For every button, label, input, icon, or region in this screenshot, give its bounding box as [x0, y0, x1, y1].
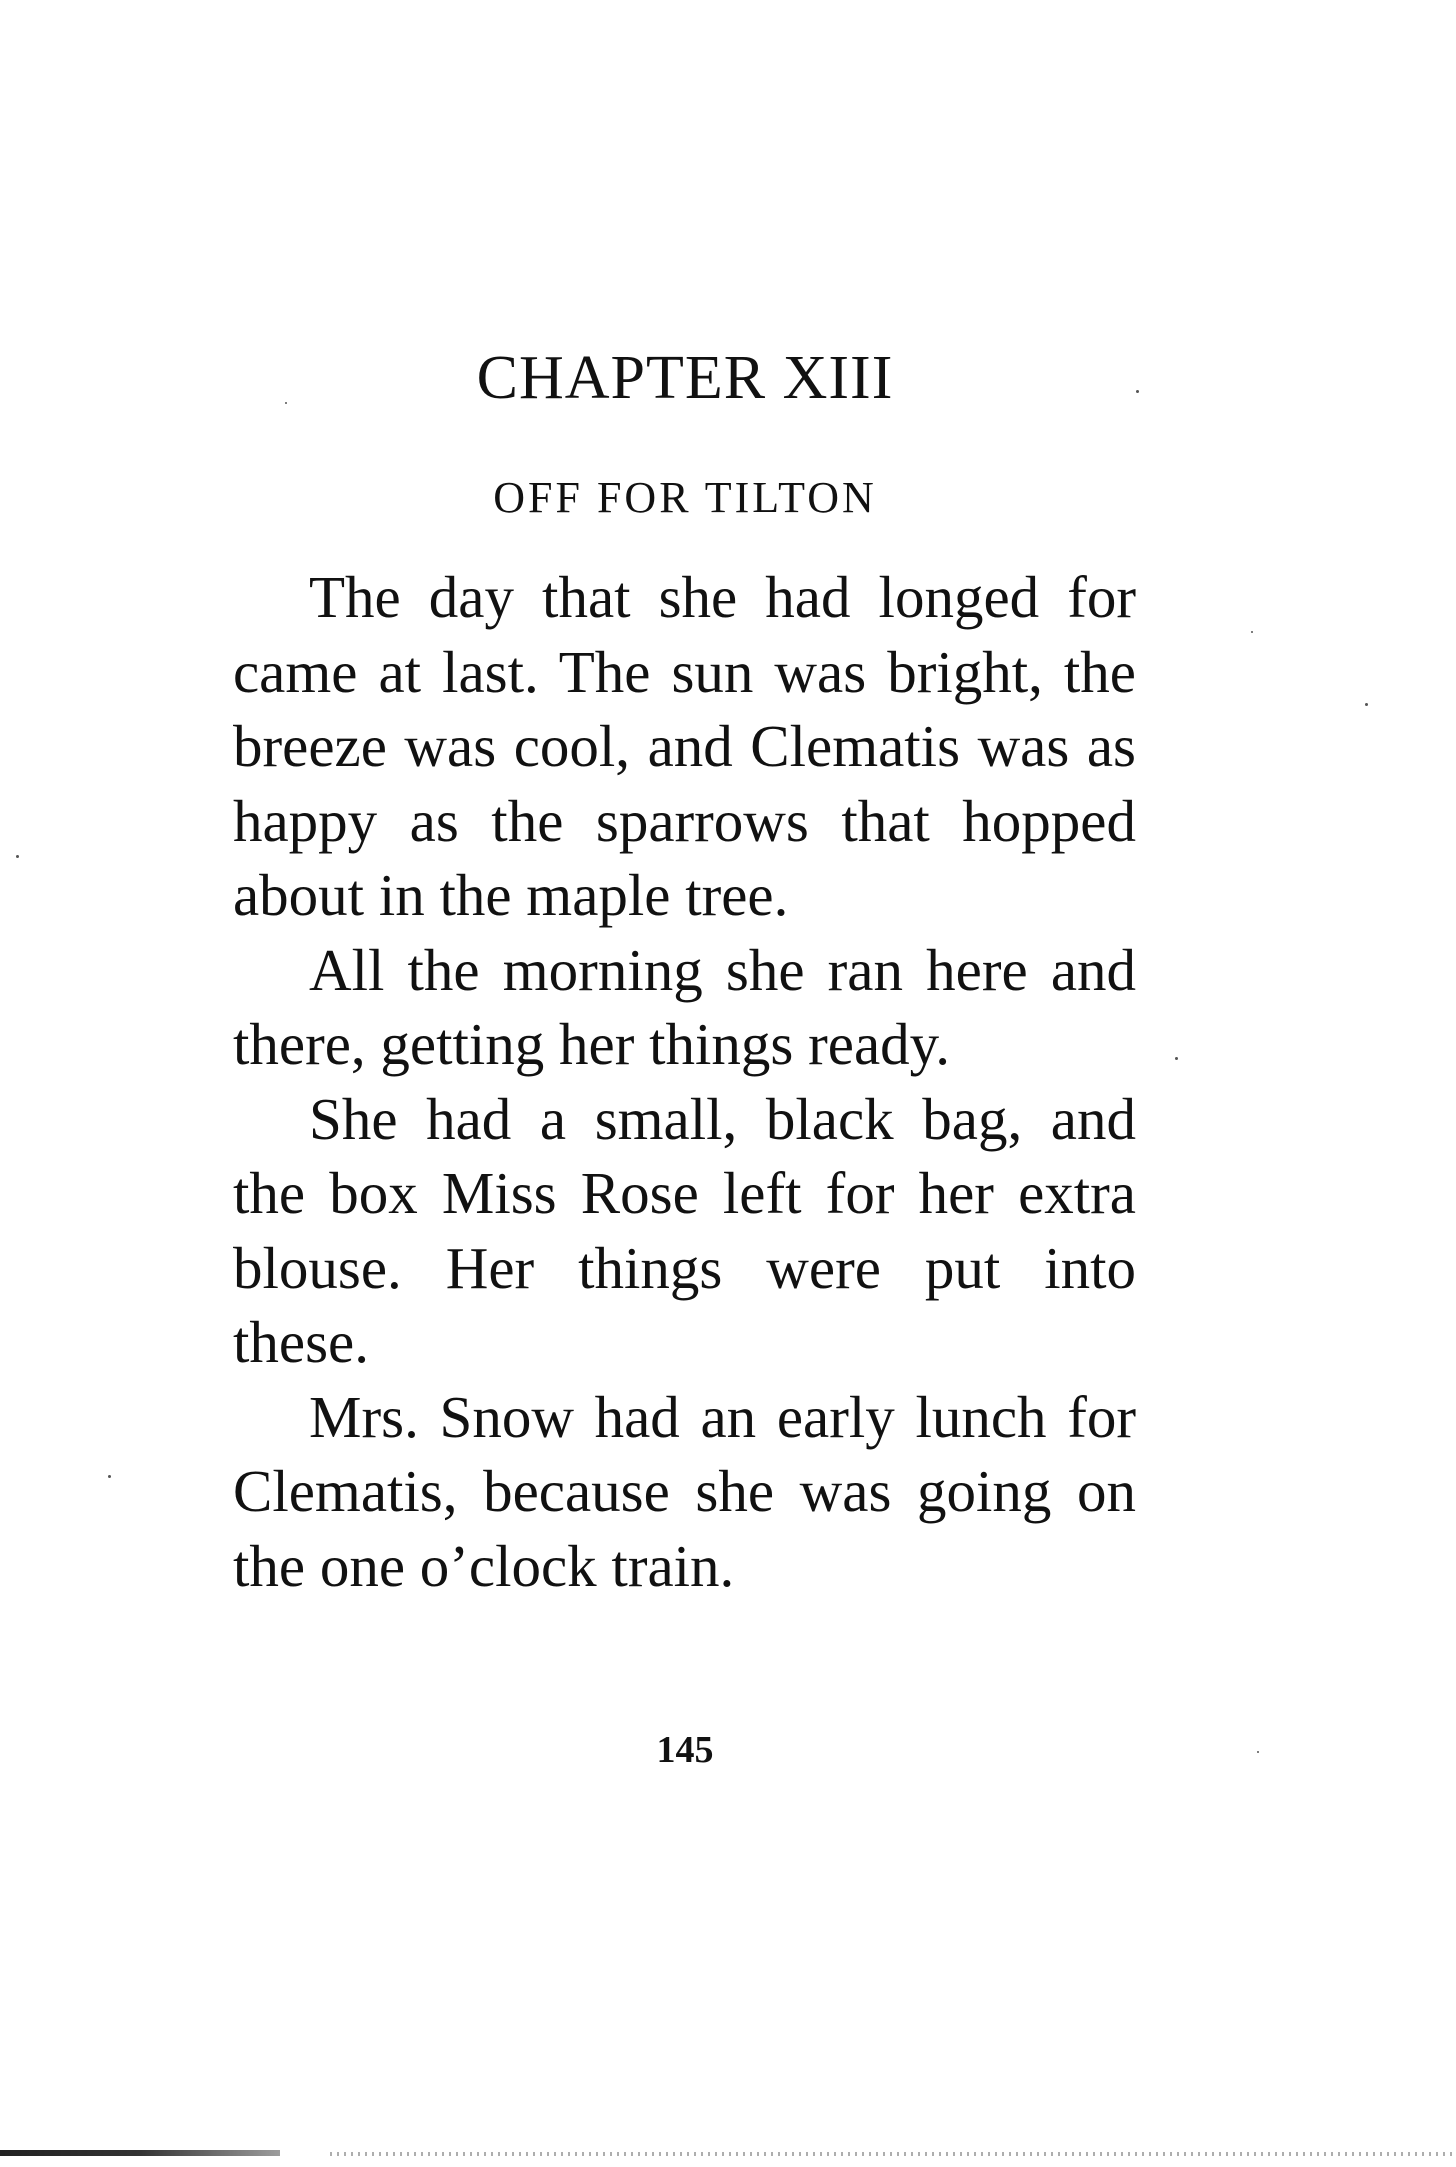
scan-edge-dark — [0, 2150, 280, 2156]
paragraph: All the morning she ran here and there, getting her things ready. — [233, 936, 1136, 1077]
scan-edge-dots — [330, 2152, 1456, 2156]
scan-speck — [1251, 631, 1253, 633]
paragraph: She had a small, black bag, and the box Miss Rose left for her extra blouse. Her things were put into these. — [233, 1085, 1136, 1375]
scan-speck — [1257, 1751, 1259, 1753]
scan-speck — [1136, 390, 1139, 393]
body-text — [233, 560, 1136, 1603]
scan-speck — [1175, 1057, 1178, 1060]
scan-speck — [285, 402, 287, 404]
chapter-subtitle: OFF FOR TILTON — [493, 473, 877, 522]
scan-speck — [16, 855, 19, 858]
paragraph: The day that she had longed for came at last. The sun was bright, the breeze was cool, and Clematis was as happy as the sparrows that hopped about in the maple tree. — [233, 564, 1136, 928]
paragraph: Mrs. Snow had an early lunch for Clematis, because she was going on the one o’clock train. — [233, 1383, 1136, 1599]
chapter-heading: CHAPTER XIII — [476, 344, 894, 412]
scan-speck — [1365, 703, 1368, 706]
page-number: 145 — [656, 1729, 714, 1771]
scan-speck — [108, 1475, 111, 1478]
